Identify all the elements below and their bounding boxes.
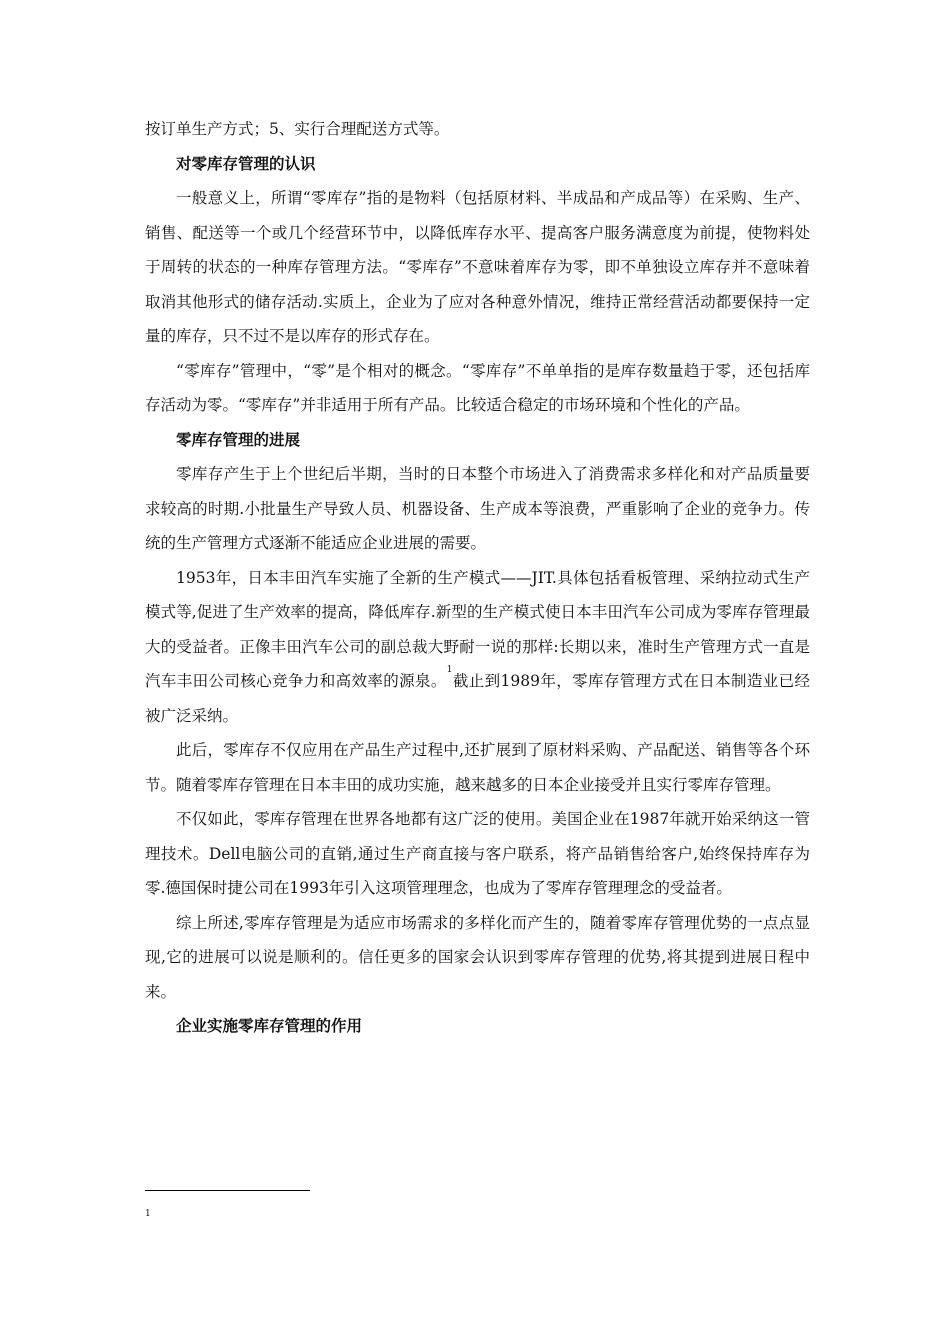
footnote-divider bbox=[145, 1190, 310, 1191]
paragraph-extension: 此后，零库存不仅应用在产品生产过程中,还扩展到了原材料采购、产品配送、销售等各个环节。随着零库存管理在日本丰田的成功实施，越来越多的日本企业接受并且实行零库存管理。 bbox=[145, 741, 810, 794]
paragraph-worldwide: 不仅如此，零库存管理在世界各地都有这广泛的使用。美国企业在1987年就开始采纳这一管理技术。Dell电脑公司的直销,通过生产商直接与客户联系，将产品销售给客户,始终保持库存为零.德国保时捷公司在1993年引入这项管理理念，也成为了零库存管理理念的受益者。 bbox=[145, 810, 810, 897]
toyota-text-part2: 截止到1989年，零库存管理方式在日本制造业已经被广泛采纳。 bbox=[145, 672, 810, 725]
section-heading-understanding: 对零库存管理的认识 bbox=[176, 154, 316, 173]
paragraph-toyota-jit bbox=[145, 561, 810, 734]
toyota-text-part1: 1953年，日本丰田汽车实施了全新的生产模式——JIT.具体包括看板管理、采纳拉动式生产模式等,促进了生产效率的提高，降低库存.新型的生产模式使日本丰田汽车公司成为零库存管理最大的受益者。正像丰田汽车公司的副总裁大野耐一说的那样:长期以来，准时生产管理方式一直是汽车丰田公司核心竞争力和高效率的源泉。 bbox=[145, 568, 810, 690]
document-body bbox=[145, 112, 810, 1044]
paragraph-definition: 一般意义上，所谓“零库存”指的是物料（包括原材料、半成品和产成品等）在采购、生产、销售、配送等一个或几个经营环节中，以降低库存水平、提高客户服务满意度为前提，使物料处于周转的状态的一种库存管理方法。“零库存”不意味着库存为零，即不单独设立库存并不意味着取消其他形式的储存活动.实质上，企业为了应对各种意外情况，维持正常经营活动都要保持一定量的库存，只不过不是以库存的形式存在。 bbox=[145, 189, 810, 345]
footnote-marker: 1 bbox=[145, 1209, 151, 1219]
footnote-reference[interactable]: 1 bbox=[446, 665, 453, 675]
paragraph-relative-concept: “零库存”管理中，“零”是个相对的概念。“零库存”不单单指的是库存数量趋于零，还包括库存活动为零。“零库存”并非适用于所有产品。比较适合稳定的市场环境和个性化的产品。 bbox=[145, 361, 810, 414]
section-heading-role: 企业实施零库存管理的作用 bbox=[176, 1017, 363, 1035]
section-heading-development: 零库存管理的进展 bbox=[176, 430, 301, 449]
paragraph-origin: 零库存产生于上个世纪后半期，当时的日本整个市场进入了消费需求多样化和对产品质量要求较高的时期.小批量生产导致人员、机器设备、生产成本等浪费，严重影响了企业的竞争力。传统的生产管理方式逐渐不能适应企业进展的需要。 bbox=[145, 465, 810, 552]
paragraph-continuation: 按订单生产方式；5、实行合理配送方式等。 bbox=[145, 120, 450, 138]
paragraph-summary: 综上所述,零库存管理是为适应市场需求的多样化而产生的，随着零库存管理优势的一点点显现,它的进展可以说是顺利的。信任更多的国家会认识到零库存管理的优势,将其提到进展日程中来。 bbox=[145, 913, 810, 1001]
